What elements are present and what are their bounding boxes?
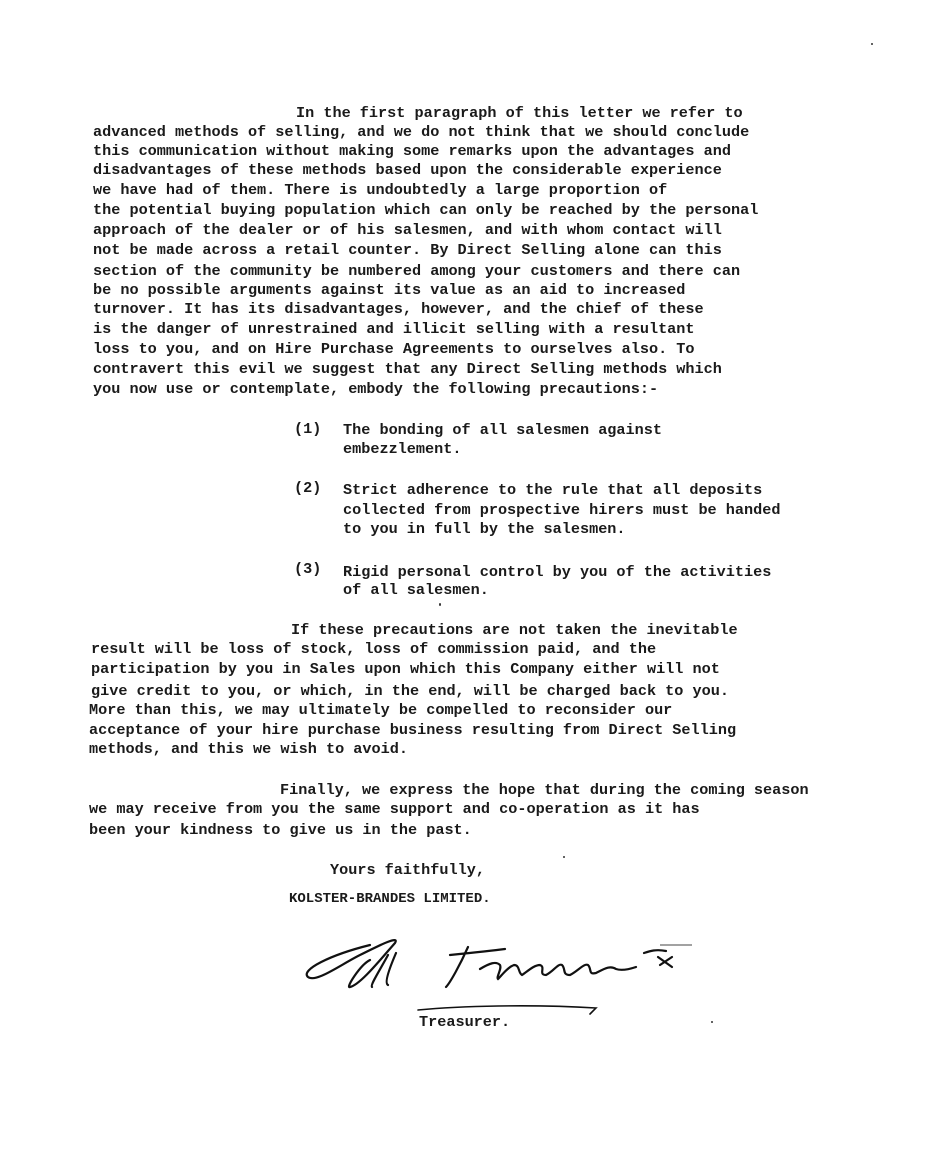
text-line: be no possible arguments against its value as an aid to increased	[93, 281, 686, 299]
scan-speck	[871, 43, 873, 45]
text-line: More than this, we may ultimately be compelled to reconsider our	[89, 701, 673, 719]
text-line: embezzlement.	[343, 440, 462, 458]
text-line: loss to you, and on Hire Purchase Agreements to ourselves also. To	[93, 340, 695, 358]
text-line: If these precautions are not taken the inevitable	[291, 621, 738, 639]
text-line: The bonding of all salesmen against	[343, 421, 662, 439]
scan-speck	[563, 856, 565, 858]
text-line: contravert this evil we suggest that any Direct Selling methods which	[93, 360, 722, 378]
text-line: is the danger of unrestrained and illicit selling with a resultant	[93, 320, 695, 338]
list-number: (2)	[294, 479, 322, 497]
text-line: Finally, we express the hope that during the coming season	[280, 781, 809, 799]
text-line: we have had of them. There is undoubtedly a large proportion of	[93, 181, 668, 199]
text-line: approach of the dealer or of his salesmen, and with whom contact will	[93, 221, 722, 239]
text-line: section of the community be numbered among your customers and there can	[93, 262, 741, 280]
text-line: Rigid personal control by you of the activities	[343, 563, 772, 581]
text-line: been your kindness to give us in the past.	[89, 821, 472, 839]
text-line: of all salesmen.	[343, 581, 489, 599]
text-line: Strict adherence to the rule that all deposits	[343, 481, 763, 499]
text-line: participation by you in Sales upon which this Company either will not	[91, 660, 720, 678]
signature-icon	[300, 925, 740, 1005]
text-line: give credit to you, or which, in the end, will be charged back to you.	[91, 682, 729, 700]
text-line: advanced methods of selling, and we do not think that we should conclude	[93, 123, 750, 141]
text-line: In the first paragraph of this letter we refer to	[296, 104, 743, 122]
text-line: this communication without making some remarks upon the advantages and	[93, 142, 731, 160]
text-line: disadvantages of these methods based upon the considerable experience	[93, 161, 722, 179]
text-line: result will be loss of stock, loss of commission paid, and the	[91, 640, 657, 658]
signatory-title: Treasurer.	[419, 1013, 511, 1031]
text-line: acceptance of your hire purchase business resulting from Direct Selling	[89, 721, 737, 739]
company-name: KOLSTER-BRANDES LIMITED.	[289, 891, 491, 907]
scan-speck	[711, 1021, 713, 1023]
text-line: to you in full by the salesmen.	[343, 520, 626, 538]
list-number: (3)	[294, 560, 322, 578]
text-line: not be made across a retail counter. By Direct Selling alone can this	[93, 241, 722, 259]
text-line: methods, and this we wish to avoid.	[89, 740, 408, 758]
scan-speck	[439, 603, 441, 606]
text-line: turnover. It has its disadvantages, however, and the chief of these	[93, 300, 704, 318]
text-line: collected from prospective hirers must be handed	[343, 501, 781, 519]
text-line: you now use or contemplate, embody the following precautions:-	[93, 380, 659, 398]
text-line: the potential buying population which can only be reached by the personal	[93, 201, 759, 219]
list-number: (1)	[294, 420, 322, 438]
closing-salutation: Yours faithfully,	[330, 861, 485, 879]
text-line: we may receive from you the same support and co-operation as it has	[89, 800, 700, 818]
